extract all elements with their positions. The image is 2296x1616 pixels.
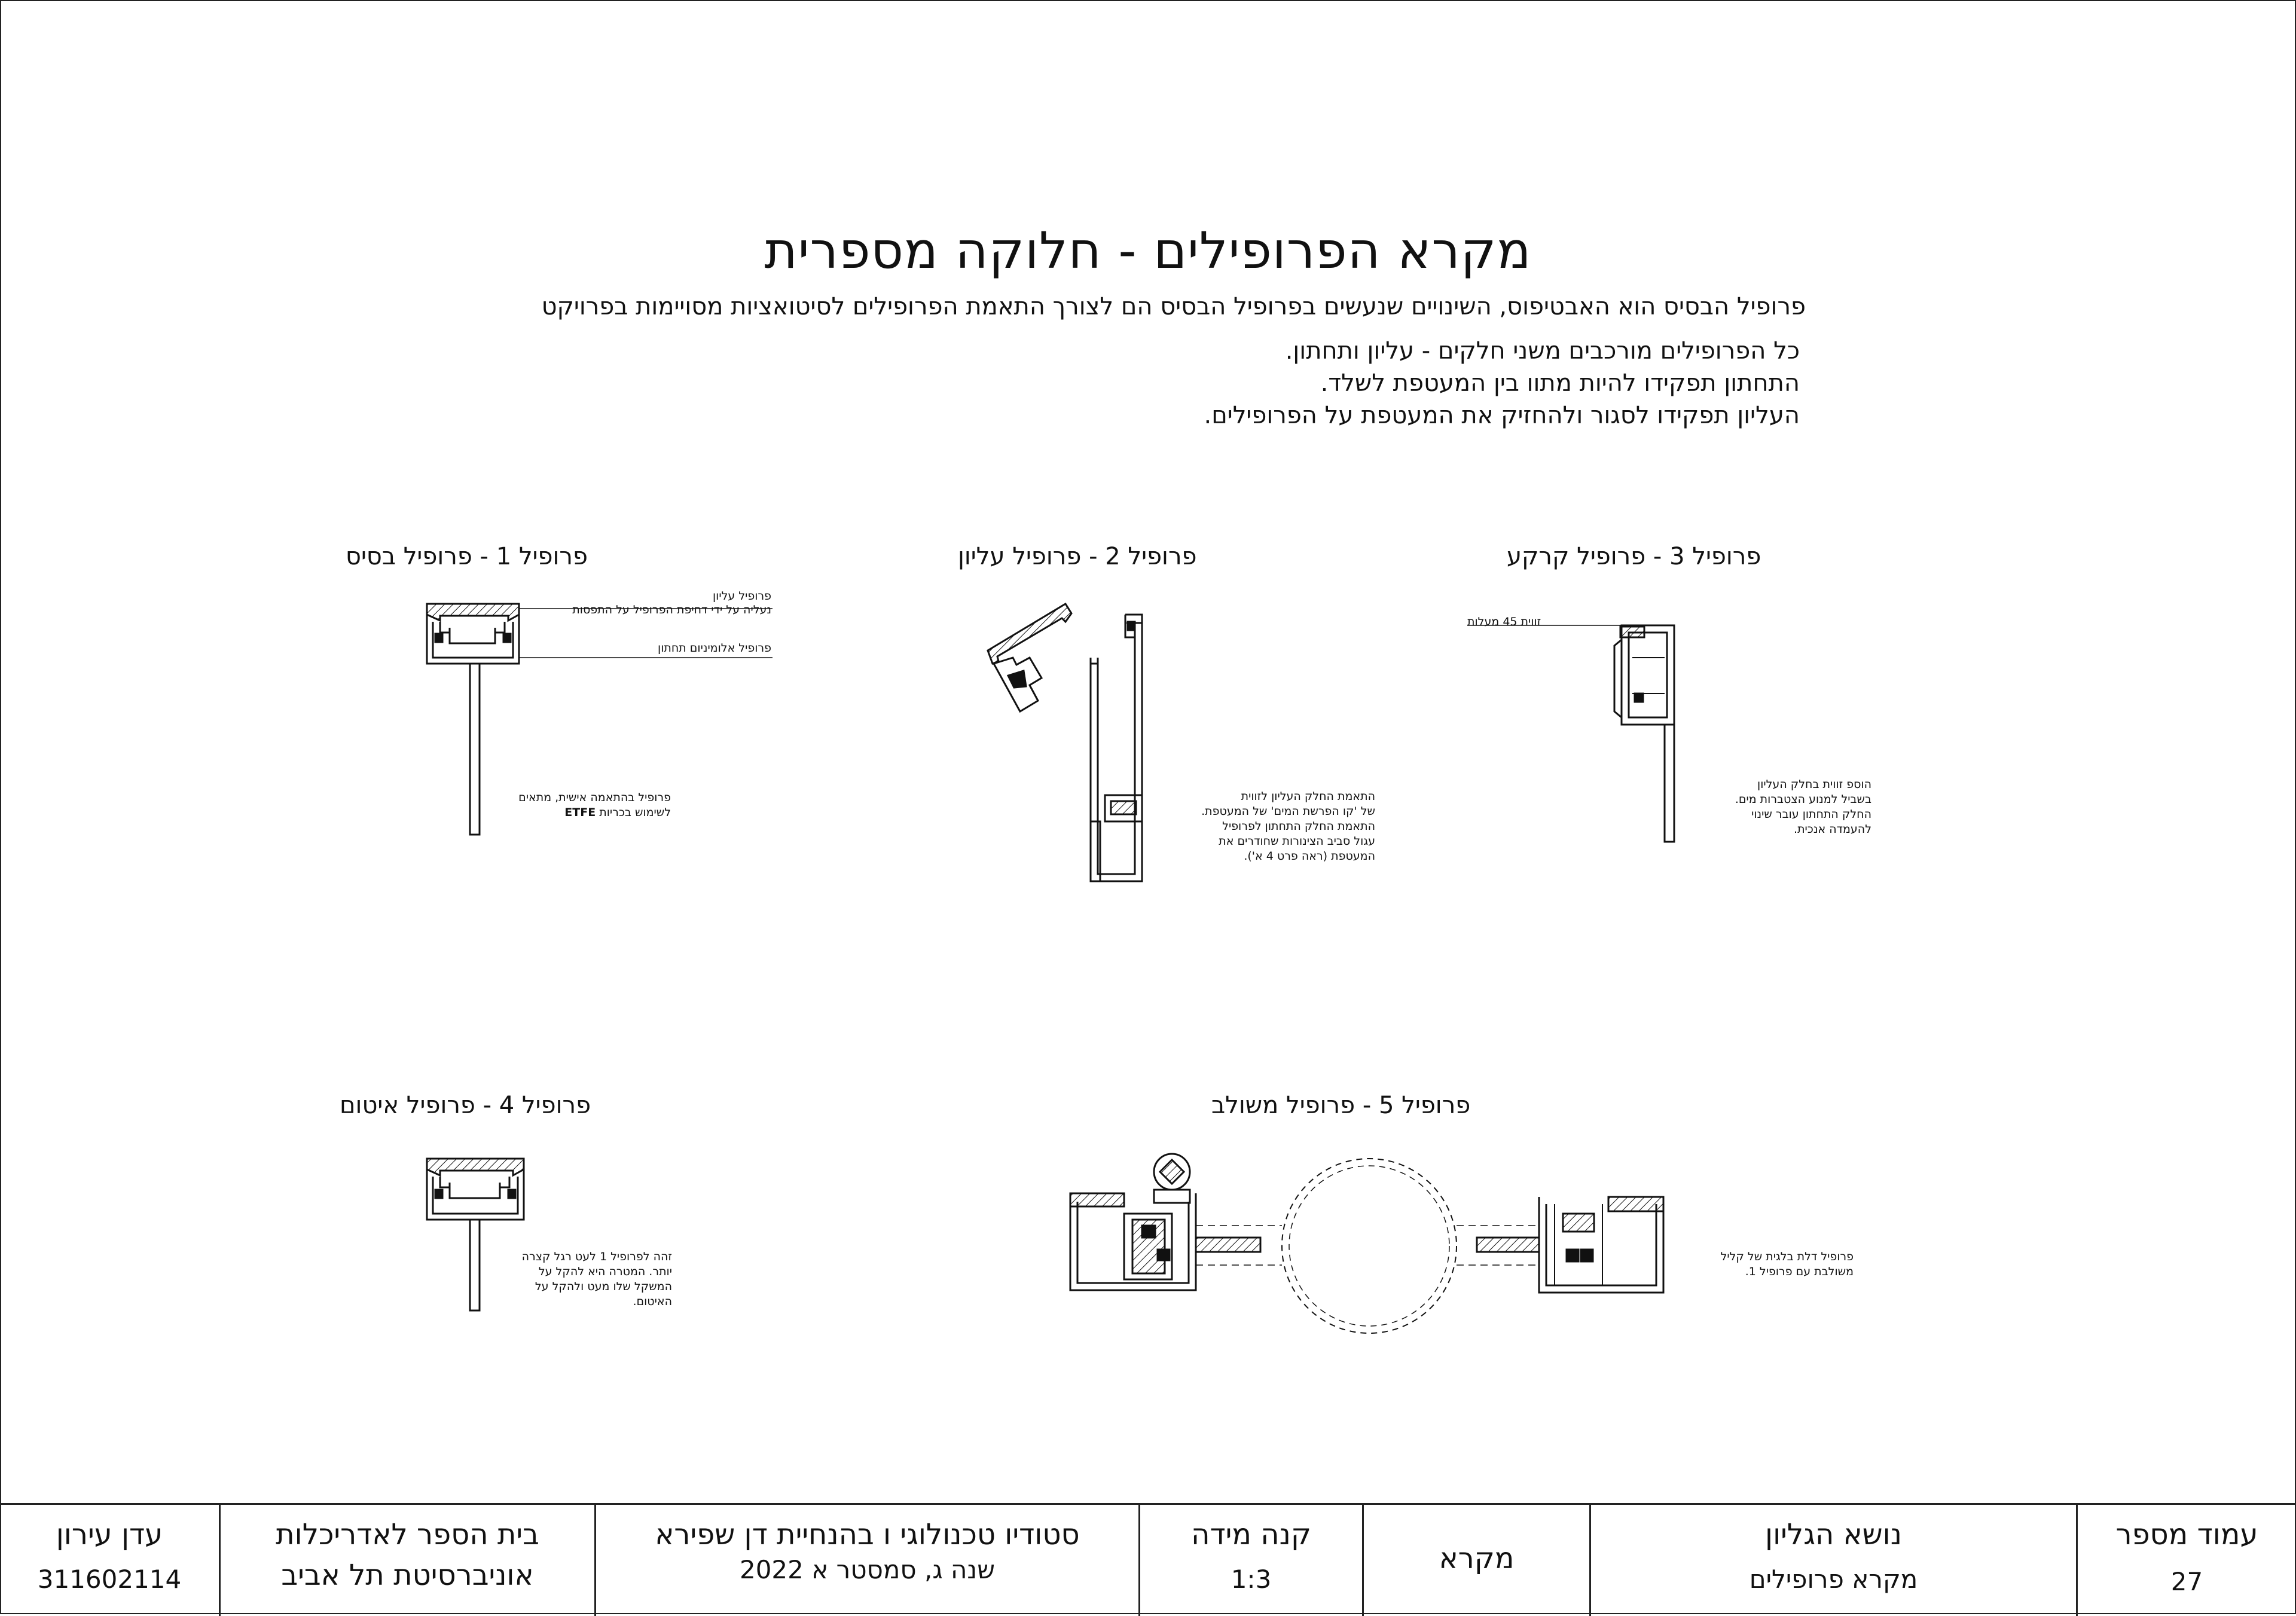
title-block — [0, 1503, 2296, 1616]
profile-3-title: פרופיל 3 - פרופיל קרקע — [1507, 543, 1761, 570]
scale-value: 1:3 — [1231, 1565, 1272, 1594]
profile-1-note — [486, 790, 671, 820]
note-line: יותר. המטרה היא להקל על — [538, 1265, 672, 1278]
profile-2-note — [1154, 789, 1375, 864]
note-line: פרופיל דלת בלגית של קליל — [1720, 1250, 1854, 1263]
note-line: המשקל שלו מעט ולהקל על — [535, 1280, 672, 1293]
note-line: המעטפת (ראה פרט 4 א'). — [1244, 850, 1375, 863]
term: שנה ג, סמסטר א 2022 — [739, 1555, 996, 1584]
scale-cell — [1138, 1505, 1362, 1616]
note-line: פרופיל בהתאמה אישית, מתאים — [518, 791, 671, 804]
profile-2-drawing — [988, 604, 1142, 881]
school-name: בית הספר לאדריכלות — [276, 1518, 539, 1551]
profile-5-title: פרופיל 5 - פרופיל משולב — [1211, 1092, 1471, 1119]
note-line: משולבת עם פרופיל 1. — [1745, 1265, 1854, 1278]
scale-label: קנה מידה — [1191, 1518, 1311, 1551]
profile-1-top-label: פרופיל עליון — [712, 589, 771, 603]
topic-label: נושא הגליון — [1765, 1518, 1902, 1551]
note-line: התאמת החלק התחתון לפרופיל — [1222, 820, 1375, 833]
note-line: זהה לפרופיל 1 לעט רגל קצרה — [521, 1250, 672, 1263]
profile-4-title: פרופיל 4 - פרופיל איטום — [340, 1092, 591, 1119]
note-line: של 'קו הפרשת המים' של המעטפת. — [1201, 805, 1375, 818]
note-line: החלק התחתון עובר שינוי — [1751, 808, 1871, 821]
note-text: לשימוש בכריות — [599, 806, 671, 819]
note-line: עגול סביב הצינורות שחודרים את — [1219, 835, 1375, 848]
profile-1-top-sublabel: נעליה על ידי דחיפת הפרופיל על התפסות — [572, 603, 771, 616]
description-line: התחתון תפקידו להיות מתוו בין המעטפת לשלד. — [1320, 369, 1800, 397]
note-line — [486, 805, 671, 820]
profile-1-bottom-label: פרופיל אלומיניום תחתון — [658, 641, 771, 655]
page-number: 27 — [2170, 1567, 2203, 1596]
profile-3-drawing — [1467, 625, 1674, 842]
note-line: הוספ זווית בחלק העליון — [1757, 778, 1871, 791]
page-subtitle: פרופיל הבסיס הוא האבטיפוס, השינויים שנעשים בפרופיל הבסיס הם לצורך התאמת הפרופילים לסיטואציות מסויימות בפרויקט — [541, 293, 1806, 320]
note-line: התאמת החלק העליון לזווית — [1241, 790, 1375, 803]
profile-5-note — [1674, 1250, 1854, 1279]
student-name: עדן עירון — [56, 1518, 163, 1551]
profile-1-title: פרופיל 1 - פרופיל בסיס — [346, 543, 588, 570]
topic-cell — [1589, 1505, 2076, 1616]
page-title: מקרא הפרופילים - חלוקה מספרית — [764, 221, 1532, 280]
student-cell — [0, 1505, 219, 1616]
page-label: עמוד מספר — [2115, 1518, 2258, 1551]
profile-3-note — [1680, 777, 1871, 837]
profile-3-angle-label: זווית 45 מעלות — [1467, 615, 1541, 628]
profile-2-title: פרופיל 2 - פרופיל עליון — [958, 543, 1197, 570]
etfe-label: ETFE — [564, 806, 596, 819]
legend-label: מקרא — [1439, 1542, 1515, 1575]
studio-name: סטודיו טכנולוגי ו בהנחיית דן שפירא — [655, 1518, 1080, 1551]
student-id: 311602114 — [37, 1565, 182, 1594]
page-cell — [2076, 1505, 2296, 1616]
studio-cell — [594, 1505, 1138, 1616]
legend-cell — [1362, 1505, 1589, 1616]
description-line: העליון תפקידו לסגור ולהחזיק את המעטפת על הפרופילים. — [1204, 402, 1800, 429]
topic-value: מקרא פרופילים — [1749, 1565, 1918, 1594]
note-line: האיטום. — [633, 1295, 672, 1308]
note-line: להעמדה אנכית. — [1794, 823, 1871, 836]
note-line: בשביל למנוע הצטברות מים. — [1735, 793, 1871, 806]
profile-5-drawing — [1070, 1154, 1663, 1333]
school-cell — [219, 1505, 594, 1616]
university-name: אוניברסיטת תל אביב — [281, 1559, 534, 1592]
description-line: כל הפרופילים מורכבים משני חלקים - עליון ותחתון. — [1285, 337, 1800, 365]
profile-4-note — [486, 1250, 672, 1309]
